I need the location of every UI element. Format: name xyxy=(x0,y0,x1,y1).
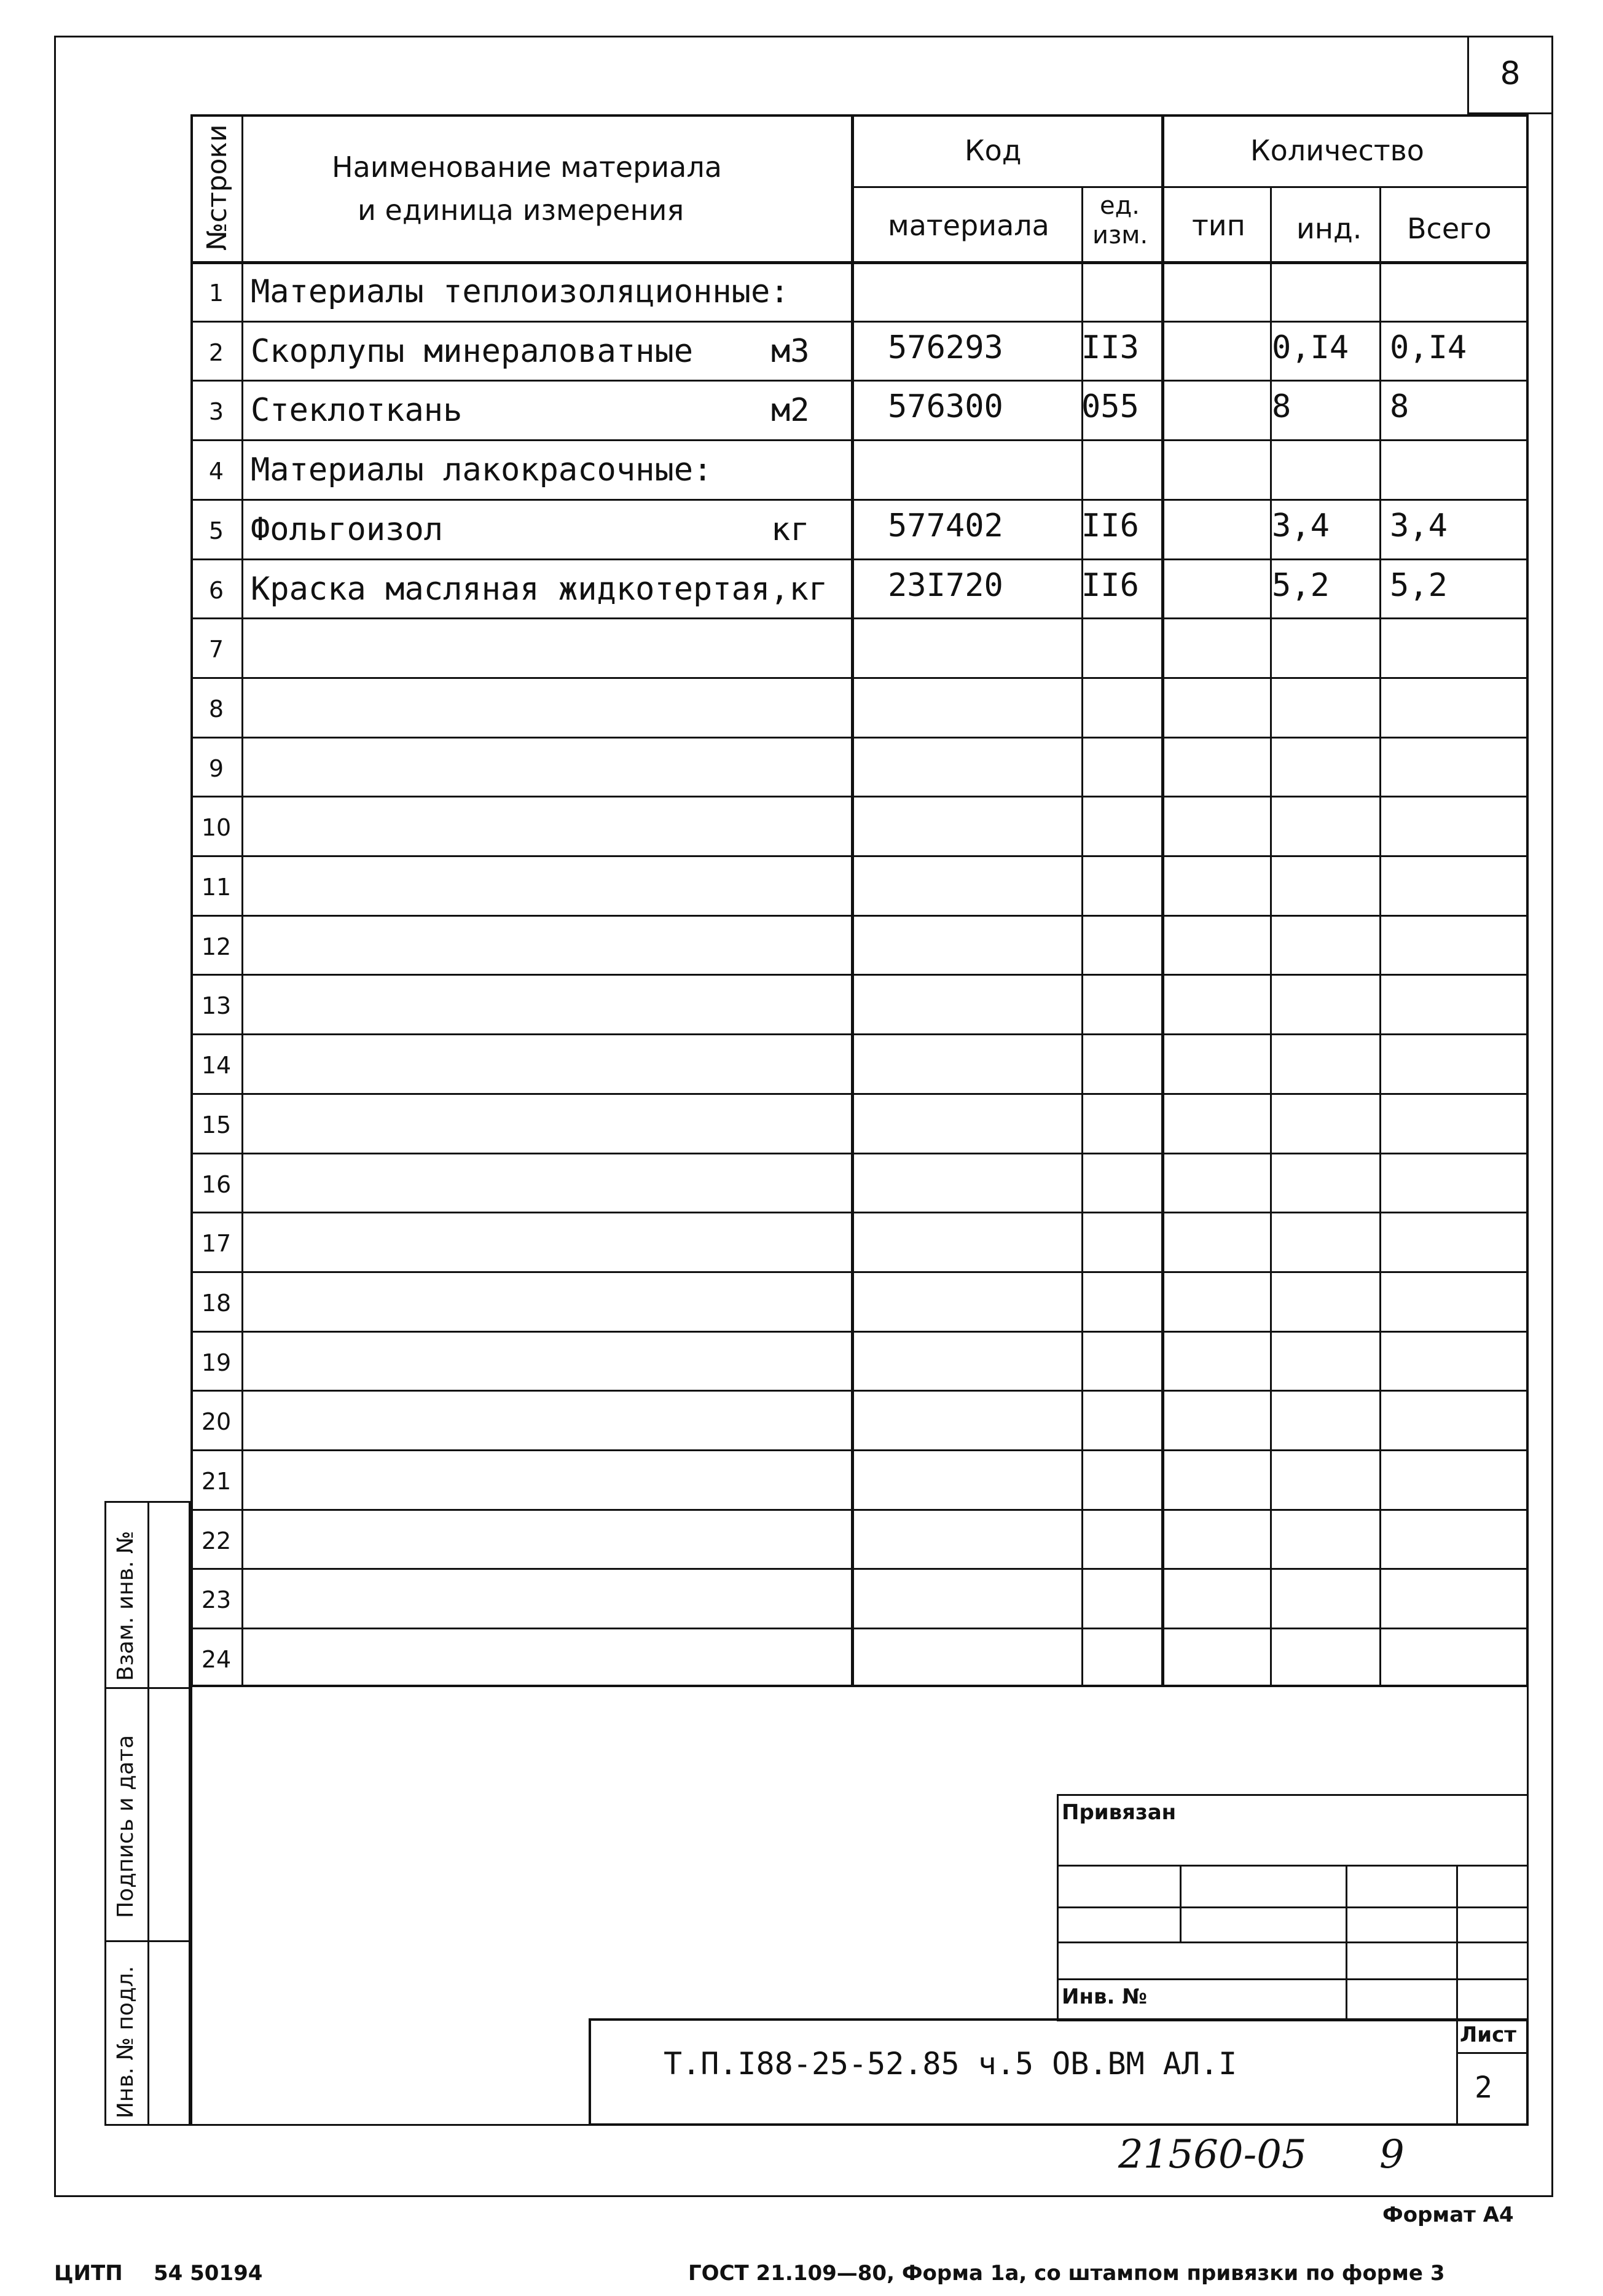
material-code: 576300 xyxy=(888,388,1003,425)
row-separator xyxy=(190,380,1529,382)
binding-vline2 xyxy=(1346,1865,1347,2021)
row-number: 7 xyxy=(208,636,224,663)
material-name: Материалы теплоизоляционные: xyxy=(251,273,790,310)
row-separator xyxy=(190,1153,1529,1154)
material-unit: м3 xyxy=(771,333,810,370)
format-label: Формат А4 xyxy=(1382,2203,1514,2227)
ind-header: инд. xyxy=(1296,212,1362,245)
header-split-line xyxy=(851,186,1529,188)
name-header-line1: Наименование материала xyxy=(332,151,722,184)
row-separator xyxy=(190,499,1529,501)
quantity-header: Количество xyxy=(1250,134,1424,167)
row-number: 12 xyxy=(201,933,232,960)
code-header: Код xyxy=(965,134,1022,167)
row-separator xyxy=(190,855,1529,857)
row-number: 5 xyxy=(208,517,224,544)
row-number: 15 xyxy=(201,1111,232,1138)
privyazan-label: Привязан xyxy=(1062,1800,1177,1825)
sheet-number: 8 xyxy=(1500,55,1521,92)
unit-code: 055 xyxy=(1081,388,1139,425)
material-name: Скорлупы минераловатные xyxy=(251,333,694,370)
row-number: 9 xyxy=(208,755,224,782)
podpis-label: Подпись и дата xyxy=(113,1734,138,1918)
row-number: 23 xyxy=(201,1586,232,1613)
row-number: 17 xyxy=(201,1230,232,1257)
row-number: 16 xyxy=(201,1171,232,1198)
row-number: 13 xyxy=(201,992,232,1019)
side-stamp-line2 xyxy=(104,1940,190,1942)
handwritten-number: 21560-05 xyxy=(1118,2132,1307,2177)
row-number: 6 xyxy=(208,577,224,604)
unit-header-line2: изм. xyxy=(1092,221,1148,249)
list-label-line xyxy=(1456,2052,1529,2054)
material-name: Фольгоизол xyxy=(251,511,444,548)
row-number: 24 xyxy=(201,1646,232,1673)
row-separator xyxy=(190,1568,1529,1570)
row-number: 18 xyxy=(201,1290,232,1317)
material-code: 23I720 xyxy=(888,567,1003,604)
material-name: Стеклоткань xyxy=(251,392,463,429)
row-separator xyxy=(190,796,1529,797)
list-value: 2 xyxy=(1475,2071,1492,2105)
ind-value: 8 xyxy=(1272,388,1291,425)
row-number: 20 xyxy=(201,1408,232,1435)
col-line-name xyxy=(851,114,854,1687)
material-name: Материалы лакокрасочные: xyxy=(251,452,713,488)
row-number: 8 xyxy=(208,695,224,723)
row-number: 14 xyxy=(201,1052,232,1079)
row-separator xyxy=(190,1271,1529,1273)
name-header-line2: и единица измерения xyxy=(358,194,684,227)
material-unit: кг xyxy=(771,511,810,548)
header-bottom-line xyxy=(190,261,1529,264)
row-separator xyxy=(190,737,1529,739)
unit-code: II3 xyxy=(1081,329,1139,366)
material-name: Краска масляная жидкотертая,кг xyxy=(251,571,828,608)
ind-value: 3,4 xyxy=(1272,507,1330,544)
inv-podl-label: Инв. № подл. xyxy=(113,1965,138,2118)
bottom-left-line xyxy=(190,1687,192,2126)
bottom-left-number: 54 50194 xyxy=(154,2261,263,2286)
inv-no-label: Инв. № xyxy=(1062,1985,1148,2009)
vzam-label: Взам. инв. № xyxy=(113,1530,138,1681)
side-stamp-line1 xyxy=(104,1687,190,1689)
row-separator xyxy=(190,1509,1529,1511)
unit-code: II6 xyxy=(1081,567,1139,604)
row-number: 2 xyxy=(208,339,224,366)
material-unit: м2 xyxy=(771,392,810,429)
row-number: 19 xyxy=(201,1349,232,1376)
row-separator xyxy=(190,915,1529,917)
total-header: Всего xyxy=(1407,212,1492,245)
row-number: 1 xyxy=(208,280,224,307)
row-number: 21 xyxy=(201,1468,232,1495)
ind-value: 5,2 xyxy=(1272,567,1330,604)
row-separator xyxy=(190,1628,1529,1629)
row-number: 3 xyxy=(208,398,224,425)
row-separator xyxy=(190,439,1529,441)
row-separator xyxy=(190,1093,1529,1095)
material-code-header: материала xyxy=(888,209,1049,242)
title-block-divider xyxy=(1456,2018,1458,2126)
row-separator xyxy=(190,558,1529,560)
row-separator xyxy=(190,321,1529,323)
gost-footer: ГОСТ 21.109—80, Форма 1а, со штампом привязки по форме 3 xyxy=(688,2261,1445,2286)
binding-vline1 xyxy=(1180,1865,1182,1941)
binding-vline3 xyxy=(1456,1865,1458,2021)
row-separator xyxy=(190,974,1529,976)
total-value: 0,I4 xyxy=(1390,329,1467,366)
row-separator xyxy=(190,677,1529,679)
material-code: 576293 xyxy=(888,329,1003,366)
row-separator xyxy=(190,617,1529,619)
type-header: тип xyxy=(1192,209,1245,242)
row-number: 4 xyxy=(208,458,224,485)
row-separator xyxy=(190,1331,1529,1333)
col-line-ind xyxy=(1379,186,1381,1687)
row-separator xyxy=(190,1449,1529,1451)
list-label: Лист xyxy=(1460,2023,1516,2047)
row-number: 11 xyxy=(201,874,232,901)
row-number: 10 xyxy=(201,814,232,841)
row-number: 22 xyxy=(201,1527,232,1554)
total-value: 3,4 xyxy=(1390,507,1448,544)
row-number-header: №строки xyxy=(202,124,233,251)
handwritten-page: 9 xyxy=(1379,2132,1405,2177)
col-line-rowno xyxy=(241,114,243,1687)
row-separator xyxy=(190,1033,1529,1035)
unit-header-line1: ед. xyxy=(1100,192,1140,220)
unit-code: II6 xyxy=(1081,507,1139,544)
total-value: 8 xyxy=(1390,388,1409,425)
material-code: 577402 xyxy=(888,507,1003,544)
row-separator xyxy=(190,1212,1529,1213)
ind-value: 0,I4 xyxy=(1272,329,1349,366)
bottom-left-label: ЦИТП xyxy=(54,2261,123,2286)
side-stamp-divider xyxy=(147,1501,149,2126)
col-line-unit xyxy=(1161,114,1164,1687)
row-separator xyxy=(190,1390,1529,1392)
total-value: 5,2 xyxy=(1390,567,1448,604)
document-designation: Т.П.I88-25-52.85 ч.5 ОВ.ВМ АЛ.I xyxy=(664,2046,1237,2082)
